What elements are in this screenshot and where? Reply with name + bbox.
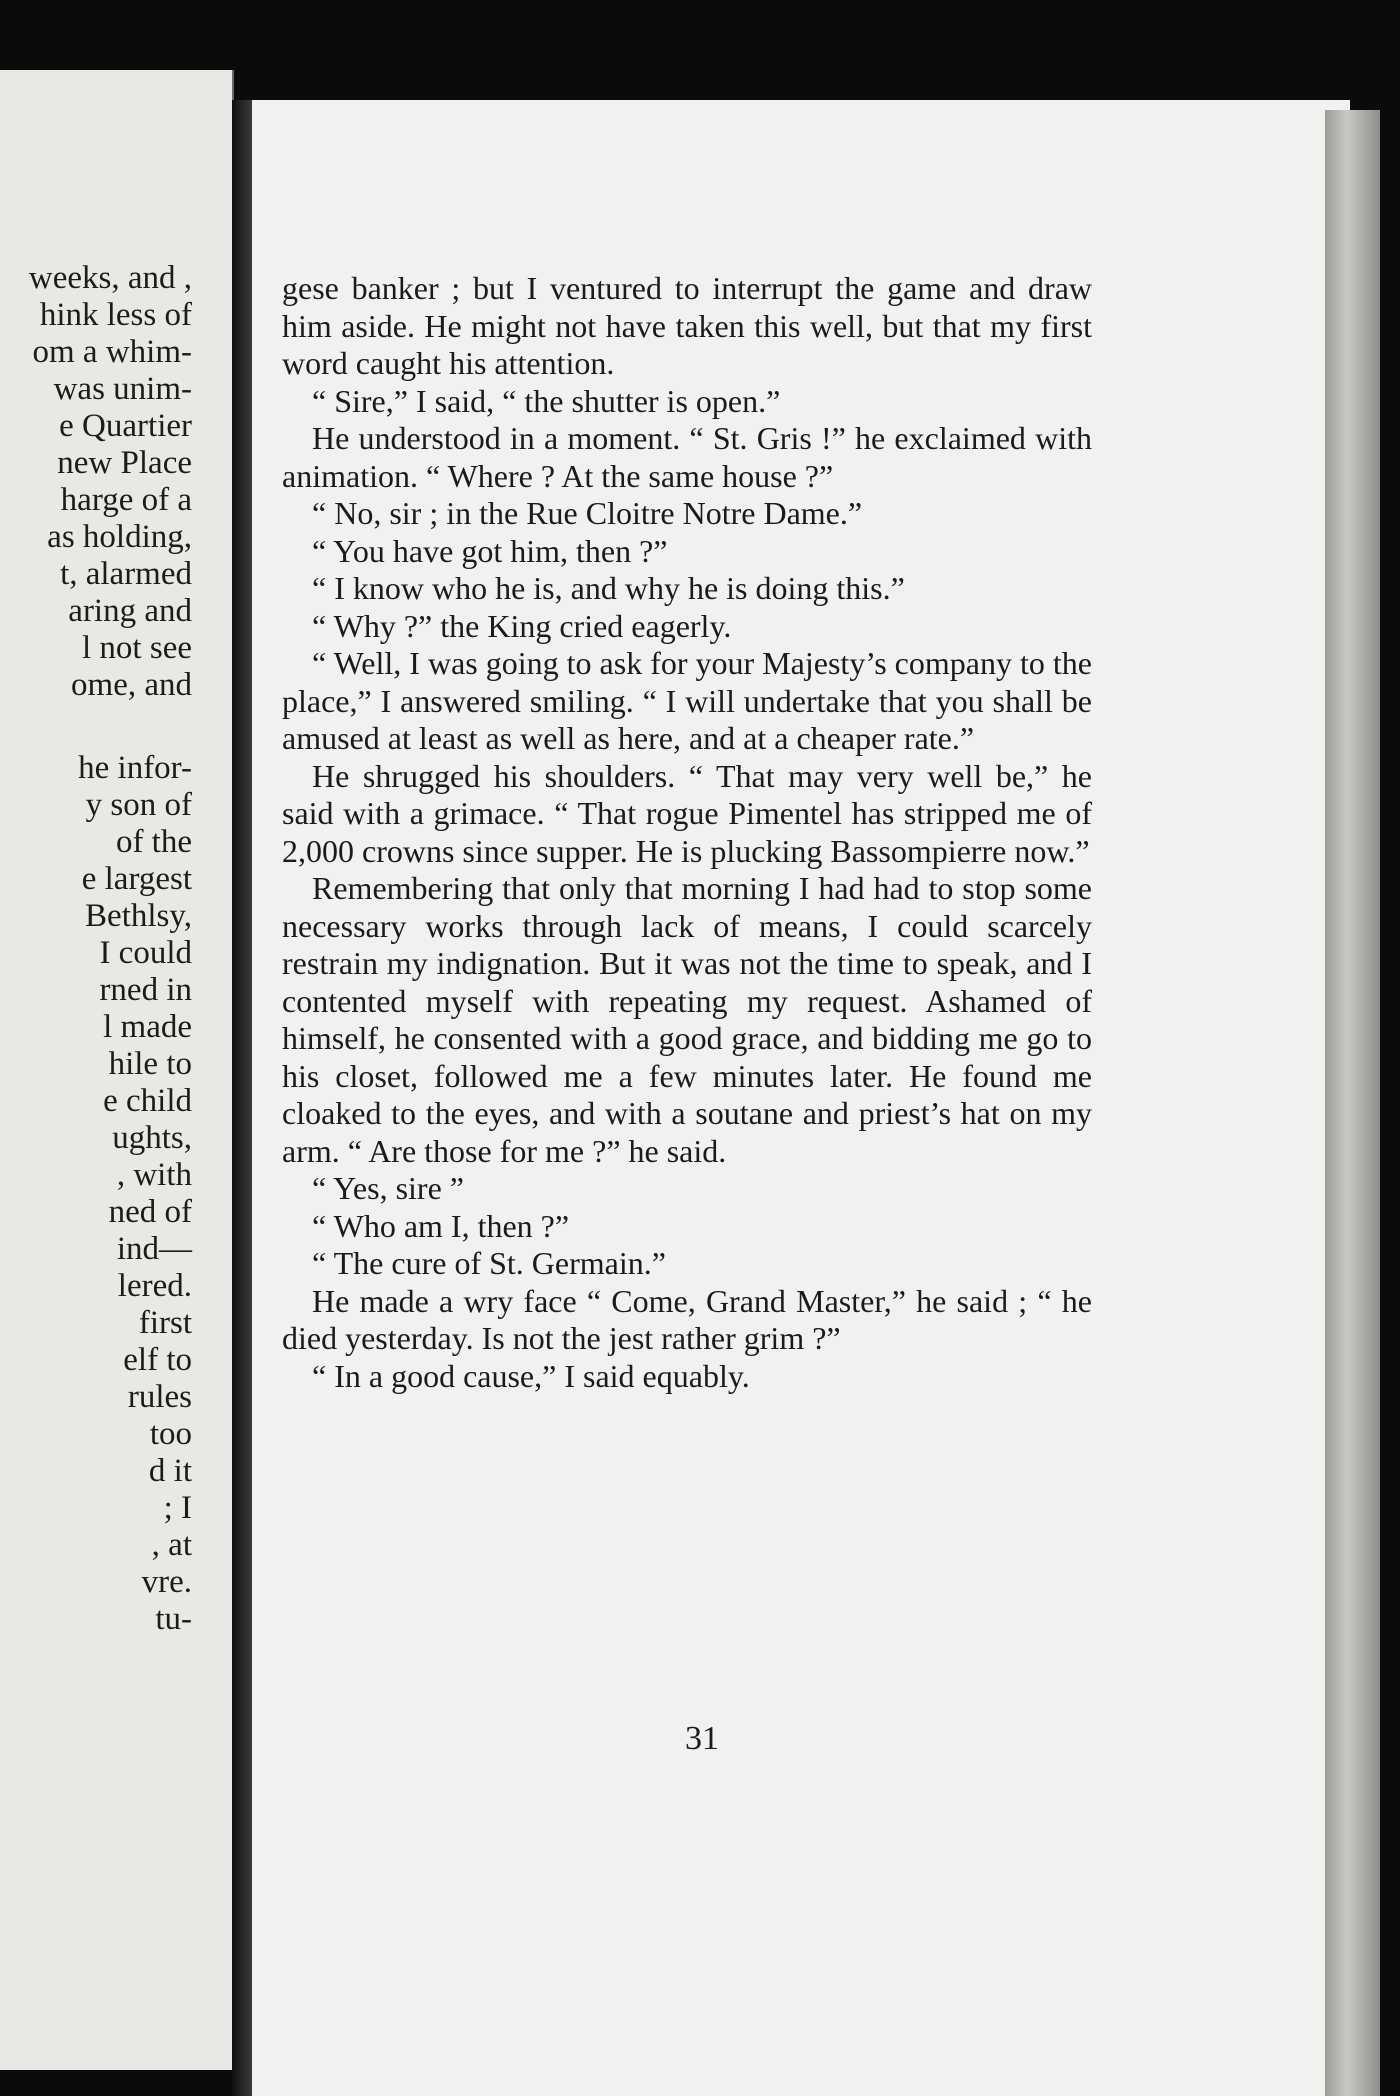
paragraph: “ You have got him, then ?” [312, 532, 668, 569]
page-number: 31 [685, 1720, 719, 1757]
page-stack-edge [1325, 110, 1380, 2096]
left-page-line: as holding, [47, 519, 192, 555]
left-page-line: ind— [116, 1231, 192, 1267]
paragraph: gese banker ; but I ventured to interrupt the game and draw him aside. He might not have taken this well, but that my first word caught his attention. [282, 270, 1092, 381]
left-page-line: new Place [57, 445, 192, 481]
left-page-line: e child [103, 1083, 192, 1119]
left-page-line: y son of [85, 787, 192, 823]
left-page-line: Bethlsy, [85, 898, 192, 934]
left-page-line: hink less of [39, 297, 192, 333]
left-page-line: weeks, and , [28, 260, 192, 296]
paragraph: He shrugged his shoulders. “ That may very well be,” he said with a grimace. “ That rogue Pimentel has stripped me of 2,000 crowns since supper. He is plucking Bassompierre now.” [282, 757, 1092, 869]
left-page-line: d it [148, 1453, 192, 1489]
right-page [252, 100, 1350, 2096]
paragraph: “ Who am I, then ?” [312, 1207, 570, 1244]
left-page-line: ome, and [71, 667, 192, 703]
book-gutter [232, 100, 252, 2096]
paragraph: “ No, sir ; in the Rue Cloitre Notre Dame.” [312, 495, 863, 531]
left-page-line: , with [116, 1157, 192, 1193]
left-page-line: rules [127, 1379, 192, 1415]
left-page-line: elf to [123, 1342, 192, 1378]
paragraph: “ In a good cause,” I said equably. [312, 1357, 750, 1394]
paragraph: “ The cure of St. Germain.” [312, 1245, 666, 1281]
left-page-line: lered. [117, 1268, 192, 1304]
left-page-line: t, alarmed [60, 556, 192, 592]
left-page-line: , at [151, 1527, 192, 1563]
paragraph: He made a wry face “ Come, Grand Master,” he said ; “ he died yesterday. Is not the jest rather grim ?” [282, 1282, 1092, 1356]
left-page-line: first [138, 1305, 192, 1341]
paragraph: “ I know who he is, and why he is doing this.” [312, 570, 905, 606]
paragraph: Remembering that only that morning I had had to stop some necessary works through lack of means, I could scarcely restrain my indignation. But it was not the time to speak, and I contented myself with repeating my request. Ashamed of himself, he consented with a good grace, and bidding me go to his closet, followed me a few minutes later. He found me cloaked to the eyes, and with a soutane and priest’s hat on my arm. “ Are those for me ?” he said. [282, 870, 1092, 1169]
left-page-line: ned of [108, 1194, 192, 1230]
left-page-line: om a whim- [32, 334, 192, 370]
left-page-line: was unim- [53, 371, 192, 407]
left-page-line: rned in [99, 972, 192, 1008]
left-page-line: ughts, [112, 1120, 192, 1156]
left-page-line: he infor- [78, 750, 192, 786]
left-page-line: aring and [68, 593, 192, 629]
left-page-line: l not see [82, 630, 192, 666]
left-page-line: e largest [81, 861, 192, 897]
paragraph: “ Why ?” the King cried eagerly. [312, 607, 732, 644]
body-text [282, 270, 1092, 1395]
left-page-line: harge of a [60, 482, 192, 518]
left-page-line: hile to [108, 1046, 192, 1082]
paragraph: “ Yes, sire ” [312, 1170, 464, 1206]
paragraph: “ Well, I was going to ask for your Majesty’s company to the place,” I answered smiling. “ I will undertake that you shall be amused at least as well as here, and at a cheaper rate.” [282, 645, 1092, 756]
paragraph: “ Sire,” I said, “ the shutter is open.” [312, 382, 781, 419]
left-page-line: too [149, 1416, 192, 1452]
paragraph: He understood in a moment. “ St. Gris !” he exclaimed with animation. “ Where ? At the same house ?” [282, 420, 1092, 494]
left-page-line: vre. [141, 1564, 192, 1600]
left-page-line: l made [103, 1009, 192, 1045]
left-page-line: ; I [163, 1490, 192, 1526]
left-page-line: e Quartier [59, 408, 192, 444]
left-page-line: tu- [155, 1601, 192, 1637]
left-page-line: I could [99, 935, 192, 971]
left-page [0, 70, 234, 2070]
left-page-line: of the [115, 824, 192, 860]
